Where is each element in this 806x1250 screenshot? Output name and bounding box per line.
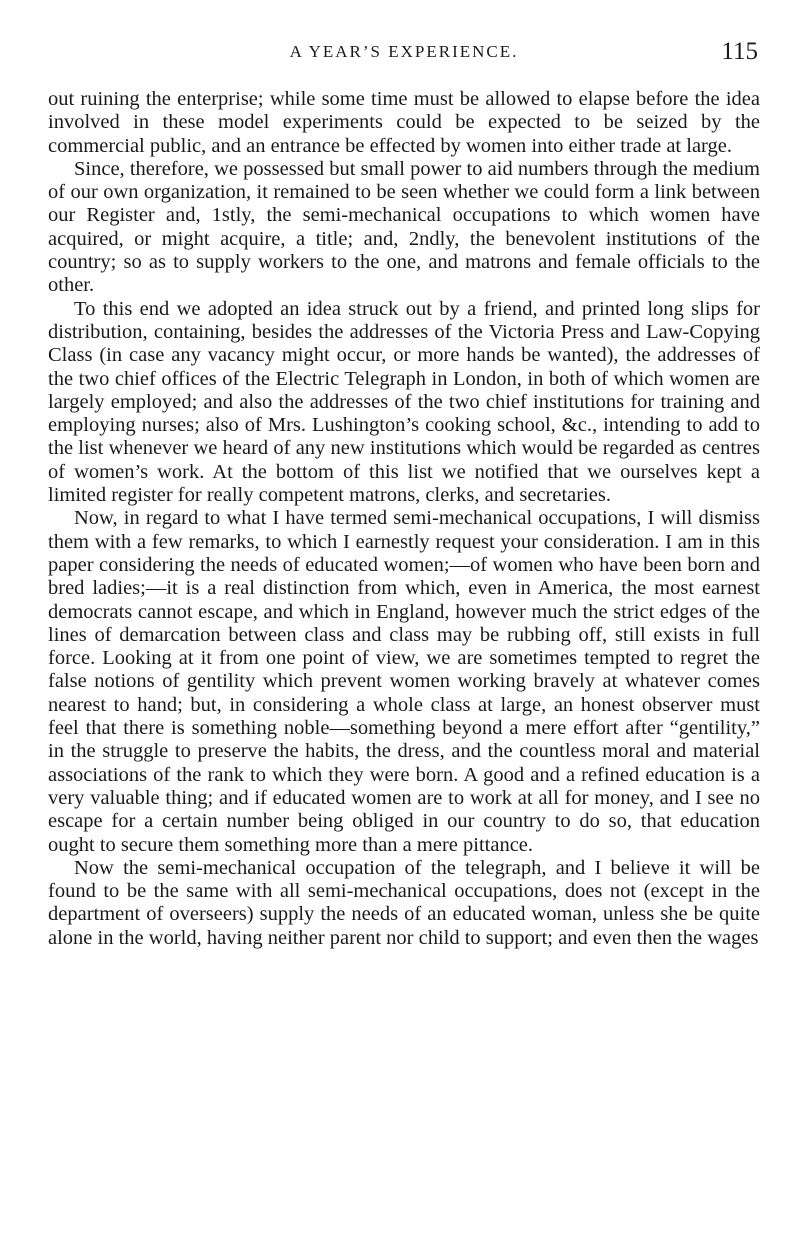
paragraph: Now the semi-mechanical occupation of the telegraph, and I believe it will be found to be the same with all semi-mechanical occupations, does not (except in the department of overseers) supply the needs of an educated woman, unless she be quite alone in the world, having neither parent nor child to support; and even then the wages [48,856,760,949]
page-number: 115 [721,38,758,65]
running-title: A YEAR’S EXPERIENCE. [289,42,519,61]
paragraph: Since, therefore, we possessed but small power to aid numbers through the medium of our own organization, it remained to be seen whether we could form a link between our Register and, 1stly, the semi-mechanical occupations to which women have acquired, or might acquire, a title; and, 2ndly, the benevolent institutions of the country; so as to supply workers to the one, and matrons and female officials to the other. [48,157,760,297]
running-head [48,38,760,68]
paragraph-continuation: out ruining the enterprise; while some time must be allowed to elapse before the idea involved in these model experiments could be expected to be seized by the commercial public, and an entrance be effected by women into either trade at large. [48,88,760,157]
paragraph: To this end we adopted an idea struck out by a friend, and printed long slips for distribution, containing, besides the addresses of the Victoria Press and Law-Copying Class (in case any vacancy might occur, or more hands be wanted), the addresses of the two chief offices of the Electric Telegraph in London, in both of which women are largely employed; and also the addresses of the two chief institutions for training and employing nurses; also of Mrs. Lushington’s cooking school, &c., intending to add to the list whenever we heard of any new institutions which would be regarded as centres of women’s work. At the bottom of this list we notified that we ourselves kept a limited register for really competent matrons, clerks, and secretaries. [48,297,760,507]
paragraph: Now, in regard to what I have termed semi-mechanical occupations, I will dismiss them with a few remarks, to which I earnestly request your consideration. I am in this paper considering the needs of educated women;—of women who have been born and bred ladies;—it is a real distinction from which, even in America, the most earnest democrats cannot escape, and which in England, however much the strict edges of the lines of demarcation between class and class may be rubbing off, still exists in full force. Looking at it from one point of view, we are sometimes tempted to regret the false notions of gentility which prevent women working bravely at whatever comes nearest to hand; but, in considering a whole class at large, an honest observer must feel that there is something noble—something beyond a mere effort after “gentility,” in the struggle to preserve the habits, the dress, and the countless moral and material associations of the rank to which they were born. A good and a refined education is a very valuable thing; and if educated women are to work at all for money, and I see no escape for a certain number being obliged in our country to do so, that education ought to secure them something more than a mere pittance. [48,507,760,856]
body-text [48,88,760,950]
